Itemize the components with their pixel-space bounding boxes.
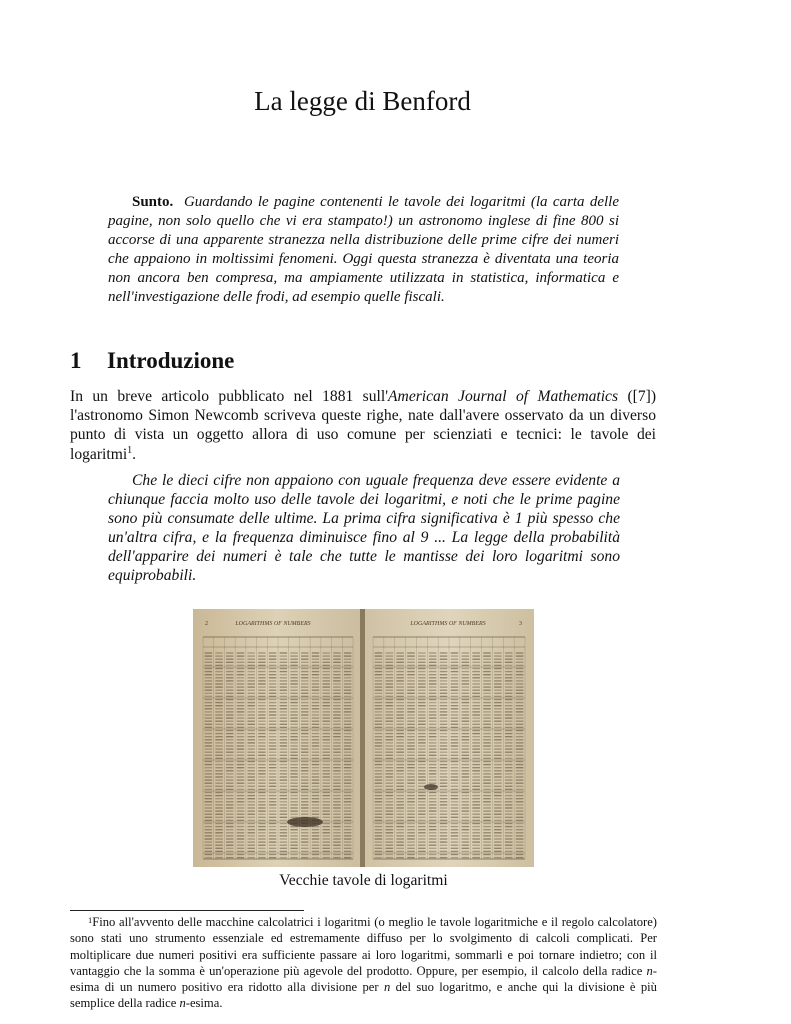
intro-paragraph xyxy=(70,387,656,464)
ink-spot xyxy=(424,784,438,790)
footnote xyxy=(70,914,657,1012)
intro-text-2: ([7]) l'astronomo Simon Newcomb scriveva queste righe, nate dall'avere osservato da un diverso punto di vista un oggetto allora di uso comune per scienziati e tecnici: le tavole dei logaritmi xyxy=(70,388,657,463)
abstract xyxy=(108,193,619,307)
section-number: 1 xyxy=(70,348,82,373)
footnote-mark: 1 xyxy=(88,915,93,925)
left-page-number: 2 xyxy=(205,621,208,627)
intro-text-3: . xyxy=(132,445,137,463)
footnote-var-n: n xyxy=(383,980,391,995)
footnote-text-1: Fino all'avvento delle macchine calcolatrici i logaritmi (o meglio le tavole logaritmiche e il regolo calcolatore) sono stati uno strumento essenziale ed estremamente diffuso per lo svolgimento di calcoli complicati. Per moltiplicare due numeri positivi era sufficiente passare ai loro logaritmi, sommarli e poi tornare indietro; con il vantaggio che la somma è un'operazione più agevole del prodotto. Oppure, per esempio, il calcolo della radice xyxy=(70,915,657,978)
intro-text-1: In un breve articolo pubblicato nel 1881 sull' xyxy=(70,388,389,405)
logarithm-tables-figure xyxy=(193,609,534,867)
page-title: La legge di Benford xyxy=(254,86,471,116)
footnote-var-n: n xyxy=(646,963,653,978)
footnote-text-2: -esima di un numero positivo era ridotto alla divisione per xyxy=(70,963,657,995)
footnote-reference[interactable]: 1 xyxy=(127,444,133,456)
footnote-var-n: n xyxy=(179,996,186,1011)
left-page-header: LOGARITHMS OF NUMBERS xyxy=(235,621,311,627)
section-heading xyxy=(70,348,234,374)
abstract-label: Sunto. xyxy=(132,194,174,210)
ink-stain xyxy=(287,817,323,827)
logarithm-tables-image xyxy=(193,609,534,867)
figure-caption: Vecchie tavole di logaritmi xyxy=(279,872,448,889)
footnote-rule xyxy=(70,910,304,911)
abstract-text: Guardando le pagine contenenti le tavole dei logaritmi (la carta delle pagine, non solo quello che vi era stampato!) un astronomo inglese di fine 800 si accorse di una apparente stranezza nella distribuzione delle prime cifre dei numeri che appaiono in moltissimi fenomeni. Oggi questa stranezza è diventata una teoria non ancora ben compresa, ma ampiamente utilizzata in statistica, informatica e nell'investigazione delle frodi, ad esempio quelle fiscali. xyxy=(108,194,620,305)
footnote-text-4: -esima. xyxy=(185,996,223,1011)
newcomb-quote: Che le dieci cifre non appaiono con uguale frequenza deve essere evidente a chiunque faccia molto uso delle tavole dei logaritmi, e noti che le prime pagine sono più consumate delle ultime. La prima cifra significativa è 1 più spesso che un'altra cifra, e la frequenza diminuisce fino al 9 ... La legge della probabilità dell'apparire dei numeri è tale che tutte le mantisse dei loro logaritmi sono equiprobabili. xyxy=(108,472,620,584)
right-page-number: 3 xyxy=(519,621,522,627)
footnote-text-3: del suo logaritmo, e anche qui la divisione è più semplice della radice xyxy=(70,980,657,1011)
journal-name: American Journal of Mathematics xyxy=(388,388,619,405)
right-page-header: LOGARITHMS OF NUMBERS xyxy=(410,621,486,627)
section-title: Introduzione xyxy=(107,348,235,373)
